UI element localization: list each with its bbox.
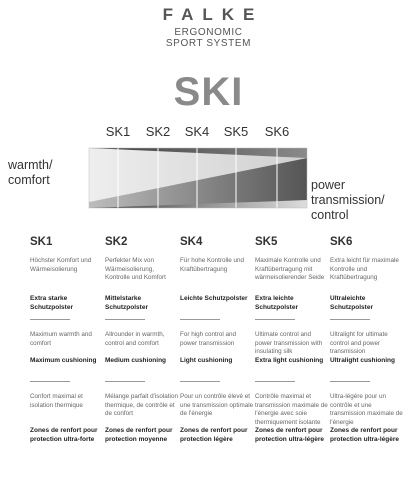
desc-de: Perfekter Mix von Wärmeisolierung, Kontrolle und Komfort (105, 257, 166, 282)
sport-title: SKI (173, 70, 244, 114)
desc-fr: Ultra-légère pour un contrôle et une transmission maximale de l'énergie (330, 393, 403, 426)
padding-fr: Zones de renfort pour protection légère (180, 427, 248, 443)
brand-line-ergonomic: ERGONOMIC (174, 27, 243, 38)
padding-fr: Zones de renfort pour protection moyenne (105, 427, 173, 443)
level-label-sk2: SK2 (145, 124, 171, 139)
divider (330, 319, 370, 331)
desc-en: Ultimate control and power transmission with insulating silk (255, 331, 323, 356)
column-sk2 (105, 236, 179, 450)
divider (330, 381, 370, 393)
axis-power-line1: power (311, 178, 346, 192)
column-title: SK4 (180, 236, 203, 248)
cushion-en: Medium cushioning (105, 357, 167, 364)
desc-fr: Mélange parfait d'isolation thermique, de contrôle et de confort (105, 393, 178, 418)
desc-en: For high control and power transmission (180, 331, 237, 347)
padding-de: Ultraleichte Schutzpolster (330, 295, 373, 311)
column-sk4 (180, 236, 254, 450)
padding-fr: Zones de renfort pour protection ultra-légère (255, 427, 324, 443)
axis-warmth-line1: warmth/ (8, 158, 53, 172)
cushion-en: Ultralight cushioning (330, 357, 395, 364)
divider (255, 319, 295, 331)
axis-power-line3: control (311, 208, 349, 222)
divider (30, 381, 70, 393)
padding-fr: Zones de renfort pour protection ultra-forte (30, 427, 98, 443)
desc-en: Allrounder in warmth, control and comfort (105, 331, 165, 347)
desc-de: Maximale Kontrolle und Kraftübertragung mit wärmeisolierender Seide (255, 257, 325, 282)
divider (105, 381, 145, 393)
divider (180, 319, 220, 331)
desc-fr: Pour un contrôle élevé et une transmission optimale de l'énergie (180, 393, 254, 418)
padding-fr: Zones de renfort pour protection ultra-légère (330, 427, 399, 443)
padding-de: Leichte Schutzpolster (180, 295, 248, 302)
axis-warmth-line2: comfort (8, 173, 50, 187)
desc-de: Extra leicht für maximale Kontrolle und Kraftübertragung (330, 257, 399, 282)
desc-en: Ultralight for ultimate control and power transmission (330, 331, 388, 356)
level-label-sk5: SK5 (223, 124, 249, 139)
desc-fr: Contrôle maximal et transmission maximale de l'énergie avec soie thermiquement isolante (255, 393, 328, 426)
desc-de: Höchster Komfort und Wärmeisolierung (30, 257, 92, 273)
level-label-sk1: SK1 (105, 124, 131, 139)
warmth-power-diagram (0, 138, 417, 218)
column-title: SK2 (105, 236, 128, 248)
padding-de: Mittelstarke Schutzpolster (105, 295, 148, 311)
desc-en: Maximum warmth and comfort (30, 331, 92, 347)
cushion-en: Extra light cushioning (255, 357, 324, 364)
divider (105, 319, 145, 331)
column-title: SK1 (30, 236, 53, 248)
cushion-en: Maximum cushioning (30, 357, 97, 364)
cushion-en: Light cushioning (180, 357, 233, 364)
column-title: SK5 (255, 236, 278, 248)
brand-line-sport-system: SPORT SYSTEM (165, 38, 252, 49)
level-label-sk4: SK4 (184, 124, 210, 139)
column-sk1 (30, 236, 104, 450)
brand-logo: FALKE (162, 5, 264, 24)
axis-power-line2: transmission/ (311, 193, 385, 207)
desc-fr: Confort maximal et isolation thermique (30, 393, 83, 409)
padding-de: Extra starke Schutzpolster (30, 295, 73, 311)
column-sk6 (330, 236, 404, 450)
desc-de: Für hohe Kontrolle und Kraftübertragung (180, 257, 245, 273)
divider (180, 381, 220, 393)
level-label-sk6: SK6 (264, 124, 290, 139)
column-sk5 (255, 236, 329, 450)
padding-de: Extra leichte Schutzpolster (255, 295, 298, 311)
divider (30, 319, 70, 331)
divider (255, 381, 295, 393)
column-title: SK6 (330, 236, 353, 248)
